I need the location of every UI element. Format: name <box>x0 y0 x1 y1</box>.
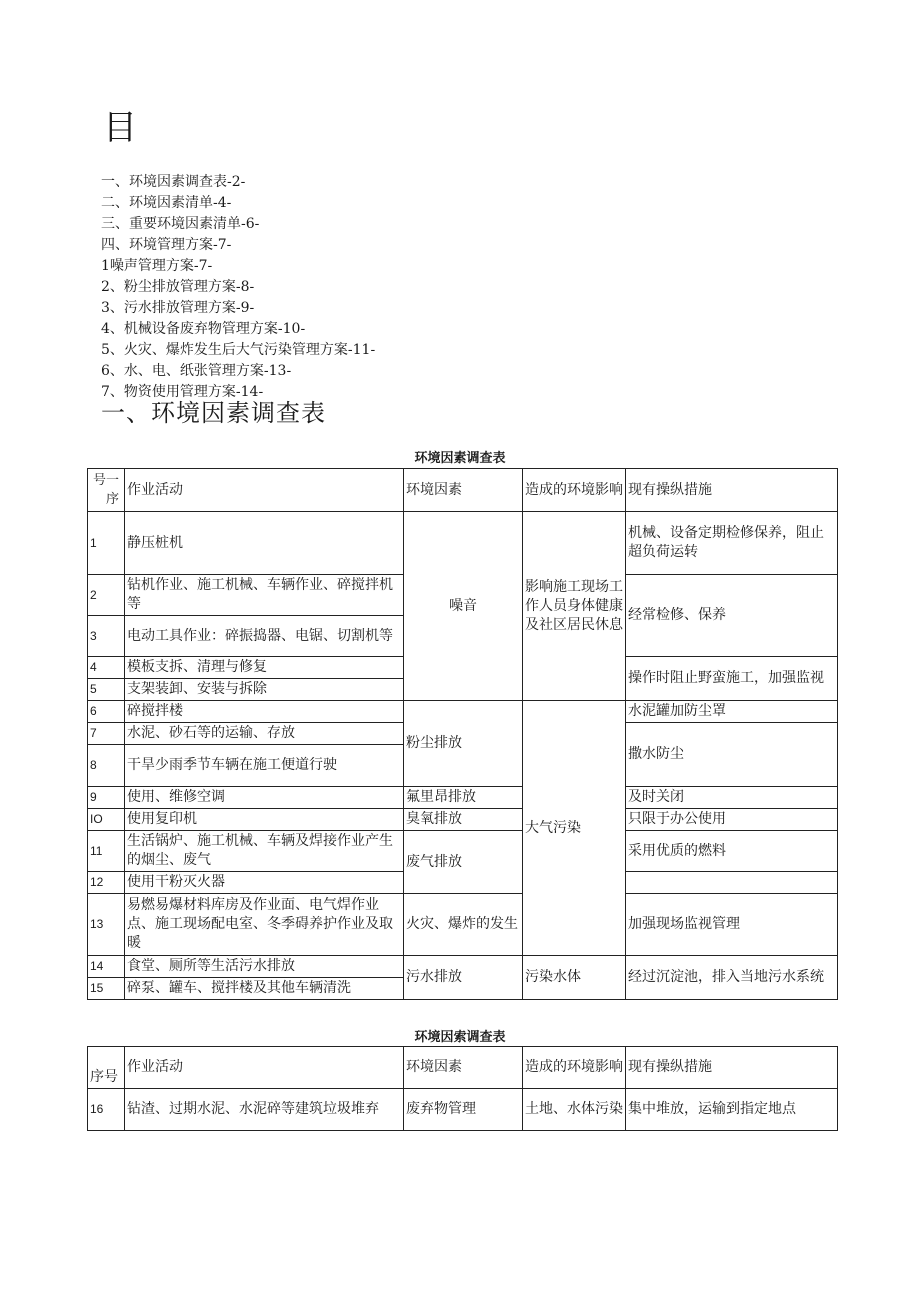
row-activity: 使用、维修空调 <box>125 787 404 809</box>
table-header-row <box>88 469 838 512</box>
header-factor: 环境因素 <box>404 1047 523 1089</box>
row-activity: 食堂、厕所等生活污水排放 <box>125 956 404 978</box>
header-seq: 序号 <box>88 1047 125 1089</box>
table-row <box>88 894 838 956</box>
measure-cell-empty <box>626 872 838 894</box>
measure-cell: 及时关闭 <box>626 787 838 809</box>
measure-cell: 采用优质的燃料 <box>626 831 838 872</box>
measure-cell: 加强现场监视管理 <box>626 894 838 956</box>
header-measures: 现有操纵措施 <box>626 469 838 512</box>
factor-freon: 氟里昂排放 <box>404 787 523 809</box>
row-num: 1 <box>88 512 125 575</box>
row-impact: 土地、水体污染 <box>523 1089 626 1131</box>
header-activity: 作业活动 <box>125 469 404 512</box>
row-num: 12 <box>88 872 125 894</box>
row-activity: 碎泵、罐车、搅拌楼及其他车辆清洗 <box>125 978 404 1000</box>
measure-cell: 撒水防尘 <box>626 723 838 787</box>
table-row <box>88 809 838 831</box>
header-impact: 造成的环境影响 <box>523 1047 626 1089</box>
toc-item[interactable]: 5、火灾、爆炸发生后大气污染管理方案-11- <box>101 342 376 358</box>
row-activity: 使用干粉灭火器 <box>125 872 404 894</box>
row-activity: 生活锅炉、施工机械、车辆及焊接作业产生的烟尘、废气 <box>125 831 404 872</box>
table1-caption: 环境因素调查表 <box>414 451 506 466</box>
row-num: 9 <box>88 787 125 809</box>
table-row <box>88 787 838 809</box>
factor-ozone: 臭氧排放 <box>404 809 523 831</box>
impact-water: 污染水体 <box>523 956 626 1000</box>
survey-table-2 <box>87 1046 838 1131</box>
row-num: 11 <box>88 831 125 872</box>
toc-item[interactable]: 三、重要环境因素清单-6- <box>101 216 260 232</box>
table-row <box>88 1089 838 1131</box>
survey-table-1 <box>87 468 838 1000</box>
row-num: 2 <box>88 575 125 616</box>
table-row <box>88 956 838 978</box>
toc-item[interactable]: 一、环境因素调查表-2- <box>101 174 246 190</box>
table2-caption: 环境因索调查表 <box>414 1030 506 1045</box>
row-num: 6 <box>88 701 125 723</box>
row-activity: 模板支拆、清理与修复 <box>125 657 404 679</box>
row-num: 7 <box>88 723 125 745</box>
toc-item[interactable]: 6、水、电、纸张管理方案-13- <box>101 363 292 379</box>
toc-item[interactable]: 四、环境管理方案-7- <box>101 237 232 253</box>
row-activity: 静压桩机 <box>125 512 404 575</box>
toc-item[interactable]: 3、污水排放管理方案-9- <box>101 300 255 316</box>
row-num: IO <box>88 809 125 831</box>
row-activity: 碎搅拌楼 <box>125 701 404 723</box>
row-activity: 钻渣、过期水泥、水泥碎等建筑垃圾堆弃 <box>125 1089 404 1131</box>
measure-cell: 操作时阻止野蛮施工，加强监视 <box>626 657 838 701</box>
row-num: 15 <box>88 978 125 1000</box>
table-row <box>88 831 838 872</box>
row-activity: 使用复印机 <box>125 809 404 831</box>
factor-dust: 粉尘排放 <box>404 701 523 787</box>
table-row <box>88 701 838 723</box>
row-num: 16 <box>88 1089 125 1131</box>
toc-item[interactable]: 7、物资使用管理方案-14- <box>101 384 264 400</box>
row-activity: 易燃易爆材料库房及作业面、电气焊作业点、施工现场配电室、冬季碍养护作业及取暖 <box>125 894 404 956</box>
measure-cell: 水泥罐加防尘罩 <box>626 701 838 723</box>
factor-fire: 火灾、爆炸的发生 <box>404 894 523 956</box>
row-num: 13 <box>88 894 125 956</box>
header-factor: 环境因素 <box>404 469 523 512</box>
row-activity: 水泥、砂石等的运输、存放 <box>125 723 404 745</box>
row-num: 3 <box>88 616 125 657</box>
toc-item[interactable]: 2、粉尘排放管理方案-8- <box>101 279 255 295</box>
row-num: 4 <box>88 657 125 679</box>
measure-cell: 经过沉淀池，排入当地污水系统 <box>626 956 838 1000</box>
row-measures: 集中堆放，运输到指定地点 <box>626 1089 838 1131</box>
header-activity: 作业活动 <box>125 1047 404 1089</box>
header-seq: 号一 序 <box>88 469 125 512</box>
row-num: 14 <box>88 956 125 978</box>
factor-sewage: 污水排放 <box>404 956 523 1000</box>
impact-air: 大气污染 <box>523 701 626 956</box>
factor-exhaust: 废气排放 <box>404 831 523 894</box>
table-row <box>88 512 838 575</box>
row-activity: 干旱少雨季节车辆在施工便道行驶 <box>125 745 404 787</box>
measure-cell: 经常检修、保养 <box>626 575 838 657</box>
impact-noise: 影响施工现场工作人员身体健康及社区居民休息 <box>523 512 626 701</box>
toc-item[interactable]: 1噪声管理方案-7- <box>101 258 213 274</box>
measure-cell: 机械、设备定期检修保养，阻止超负荷运转 <box>626 512 838 575</box>
row-num: 5 <box>88 679 125 701</box>
toc-item[interactable]: 4、机械设备废弃物管理方案-10- <box>101 321 306 337</box>
row-activity: 电动工具作业：碎振捣器、电锯、切割机等 <box>125 616 404 657</box>
row-num: 8 <box>88 745 125 787</box>
measure-cell: 只限于办公使用 <box>626 809 838 831</box>
row-factor: 废弃物管理 <box>404 1089 523 1131</box>
header-impact: 造成的环境影响 <box>523 469 626 512</box>
header-measures: 现有操纵措施 <box>626 1047 838 1089</box>
row-activity: 支架装卸、安装与拆除 <box>125 679 404 701</box>
row-activity: 钻机作业、施工机械、车辆作业、碎搅拌机等 <box>125 575 404 616</box>
section-heading: 一、环境因素调查表 <box>101 399 326 427</box>
table-of-contents <box>101 172 375 403</box>
factor-noise: 噪音 <box>404 512 523 701</box>
toc-item[interactable]: 二、环境因素清单-4- <box>101 195 232 211</box>
table-header-row <box>88 1047 838 1089</box>
toc-title: 目 <box>103 108 137 148</box>
